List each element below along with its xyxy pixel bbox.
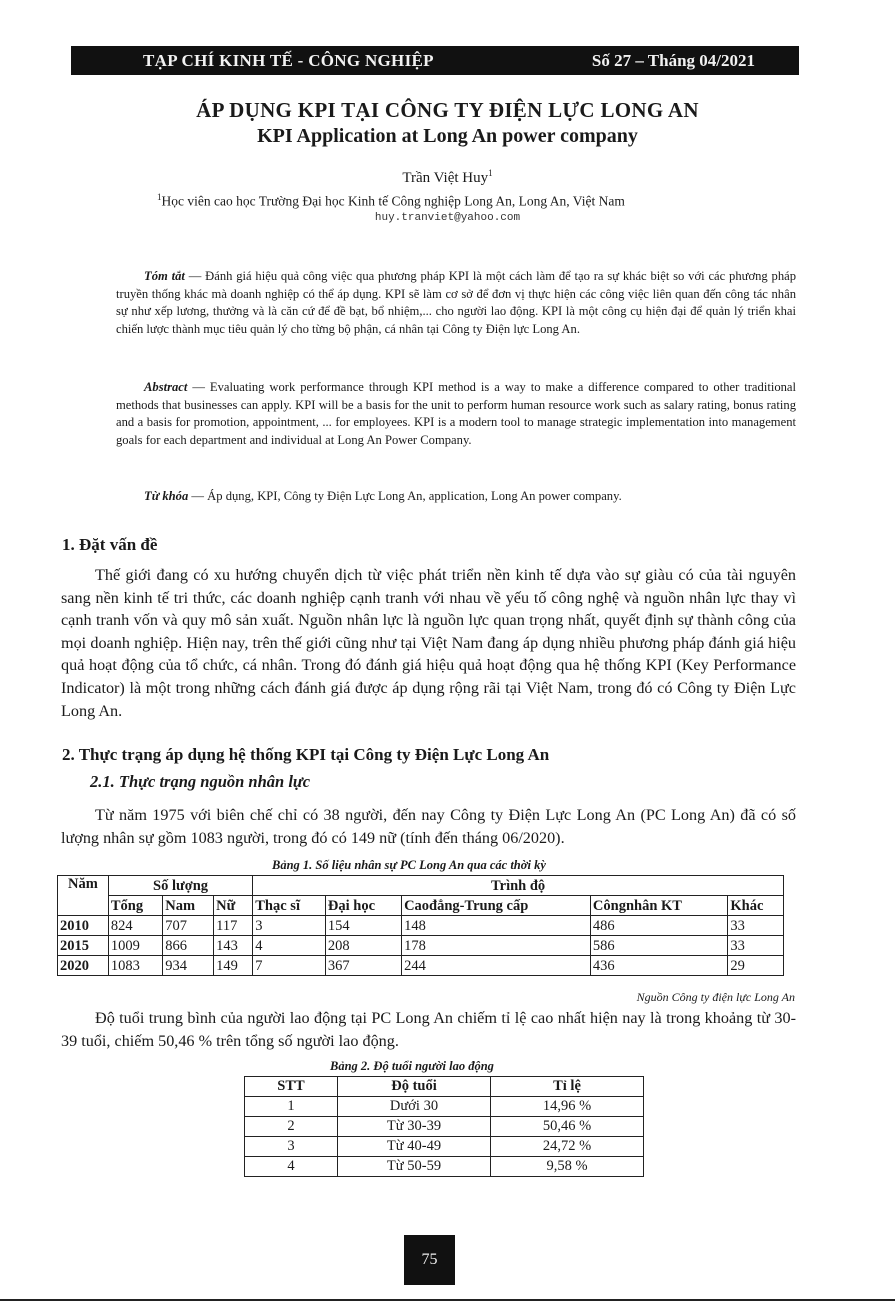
col-header: Thạc sĩ xyxy=(253,896,326,916)
title-english: KPI Application at Long An power company xyxy=(257,125,638,147)
abstract-vi-text: — Đánh giá hiệu quả công việc qua phương pháp KPI là một cách làm để tạo ra sự khác biệt so với các phương pháp truyền thống khác mà doanh nghiệp có thể áp dụng. KPI sẽ làm cơ sở để đơn vị thực hiện các công việc liên quan đến công tác nhân sự như xếp lương, thưởng và là căn cứ để đề bạt, bổ nhiệm,... cho người lao động. KPI là một công cụ hiện đại để quản lý triển khai chiến lược thành mục tiêu quản lý cho từng bộ phận, cá nhân tại Công ty Điện lực Long An. xyxy=(116,269,796,336)
cell: Từ 40-49 xyxy=(338,1137,491,1157)
col-header: STT xyxy=(245,1077,338,1097)
cell: 9,58 % xyxy=(491,1157,644,1177)
header-quantity: Số lượng xyxy=(108,876,252,896)
author-email: huy.tranviet@yahoo.com xyxy=(374,212,521,224)
page-number: 75 xyxy=(404,1235,455,1285)
cell: 143 xyxy=(214,936,253,956)
section-2-paragraph-2: Độ tuổi trung bình của người lao động tại PC Long An chiếm tỉ lệ cao nhất hiện nay là trong khoảng từ 30-39 tuổi, chiếm 50,46 % trên tổng số người lao động. xyxy=(61,1009,796,1050)
cell: 934 xyxy=(163,956,214,976)
abstract-en-text: — Evaluating work performance through KPI method is a way to make a difference compared to other traditional methods that businesses can apply. KPI will be a basis for the unit to perform human resource work such as salary rating, bonus rating and a basis for promotion, appointment, ... for employees. KPI is a modern tool to manage strategic implementation into management goals for each department and individual at Long An Power Company. xyxy=(116,380,796,447)
header-level: Trình độ xyxy=(253,876,784,896)
cell: Dưới 30 xyxy=(338,1097,491,1117)
cell: 486 xyxy=(590,916,727,936)
table-row xyxy=(245,1097,644,1117)
cell-year: 2020 xyxy=(58,956,109,976)
table-2-caption-text: Độ tuổi người lao động xyxy=(370,1059,494,1073)
cell: 436 xyxy=(590,956,727,976)
col-header: Nữ xyxy=(214,896,253,916)
author-sup: 1 xyxy=(488,168,493,178)
table-1-staff xyxy=(57,875,784,976)
col-header: Đại học xyxy=(325,896,401,916)
abstract-en-label: Abstract xyxy=(144,380,188,394)
table-row xyxy=(58,936,784,956)
cell: 1 xyxy=(245,1097,338,1117)
cell: 14,96 % xyxy=(491,1097,644,1117)
cell: 824 xyxy=(108,916,162,936)
section-2-heading: 2. Thực trạng áp dụng hệ thống KPI tại Công ty Điện Lực Long An xyxy=(62,745,550,764)
cell: 117 xyxy=(214,916,253,936)
table-row xyxy=(58,956,784,976)
cell: 29 xyxy=(728,956,784,976)
section-1-heading: 1. Đặt vấn đề xyxy=(62,535,158,554)
table-1-caption xyxy=(272,858,546,873)
author xyxy=(0,168,895,187)
cell: 866 xyxy=(163,936,214,956)
cell-year: 2010 xyxy=(58,916,109,936)
cell: 178 xyxy=(402,936,591,956)
table-1-caption-text: Số liệu nhân sự PC Long An qua các thời kỳ xyxy=(312,858,546,872)
col-header: Tỉ lệ xyxy=(491,1077,644,1097)
col-header: Nam xyxy=(163,896,214,916)
cell: 586 xyxy=(590,936,727,956)
cell: Từ 30-39 xyxy=(338,1117,491,1137)
table-row xyxy=(245,1157,644,1177)
col-header: Tổng xyxy=(108,896,162,916)
affiliation-text: Học viên cao học Trường Đại học Kinh tế Công nghiệp Long An, Long An, Việt Nam xyxy=(161,193,625,209)
table-2-caption-label: Bảng 2. xyxy=(330,1059,371,1073)
cell: 3 xyxy=(245,1137,338,1157)
author-name: Trần Việt Huy xyxy=(402,170,489,186)
abstract-english xyxy=(116,379,796,449)
section-2-1-heading: 2.1. Thực trạng nguồn nhân lực xyxy=(90,772,311,791)
col-header: Khác xyxy=(728,896,784,916)
cell: 24,72 % xyxy=(491,1137,644,1157)
affiliation xyxy=(157,192,625,210)
journal-name: TẠP CHÍ KINH TẾ - CÔNG NGHIỆP xyxy=(143,51,434,70)
cell: 244 xyxy=(402,956,591,976)
cell: 33 xyxy=(728,936,784,956)
keywords-text: — Áp dụng, KPI, Công ty Điện Lực Long An, application, Long An power company. xyxy=(188,489,622,503)
journal-header-bar xyxy=(71,46,799,75)
col-header: Độ tuổi xyxy=(338,1077,491,1097)
cell: 707 xyxy=(163,916,214,936)
cell: Từ 50-59 xyxy=(338,1157,491,1177)
abstract-vietnamese xyxy=(116,268,796,338)
keywords-label: Từ khóa xyxy=(144,489,189,503)
section-1-paragraph: Thế giới đang có xu hướng chuyển dịch từ việc phát triển nền kinh tế dựa vào sự giàu có của tài nguyên sang nền kinh tế tri thức, các doanh nghiệp cạnh tranh với nhau về yếu tố công nghệ và nguồn nhân lực thay vì cạnh tranh vốn và quy mô sản xuất. Nguồn nhân lực là nguồn lực quan trọng nhất, quyết định sự thành công của mọi doanh nghiệp. Hiện nay, trên thế giới cũng như tại Việt Nam đang áp dụng nhiều phương pháp đánh giá hiệu quả hoạt động của tổ chức, cá nhân. Trong đó đánh giá hiệu quả hoạt động qua hệ thống KPI (Key Performance Indicator) là một trong những cách đánh giá được áp dụng rộng rãi tại Việt Nam, trong đó có Công ty Điện Lực Long An. xyxy=(61,566,796,720)
table-row xyxy=(245,1117,644,1137)
cell: 7 xyxy=(253,956,326,976)
section-2-paragraph-1: Từ năm 1975 với biên chế chỉ có 38 người, đến nay Công ty Điện Lực Long An (PC Long An) đã có số lượng nhân sự gồm 1083 người, trong đó có 149 nữ (tính đến tháng 06/2020). xyxy=(61,806,796,847)
cell: 4 xyxy=(253,936,326,956)
keywords xyxy=(116,488,796,506)
table-2-caption xyxy=(330,1059,494,1074)
col-header: Caođẳng-Trung cấp xyxy=(402,896,591,916)
table-1-caption-label: Bảng 1. xyxy=(272,858,313,872)
cell: 2 xyxy=(245,1117,338,1137)
cell: 4 xyxy=(245,1157,338,1177)
table-row xyxy=(58,916,784,936)
cell: 149 xyxy=(214,956,253,976)
cell-year: 2015 xyxy=(58,936,109,956)
affiliation-sup: 1 xyxy=(157,192,162,202)
abstract-vi-label: Tóm tắt xyxy=(144,269,185,283)
header-year: Năm xyxy=(58,876,109,916)
cell: 3 xyxy=(253,916,326,936)
table-1-source: Nguồn Công ty điện lực Long An xyxy=(636,990,795,1004)
cell: 50,46 % xyxy=(491,1117,644,1137)
table-2-age xyxy=(244,1076,644,1177)
cell: 148 xyxy=(402,916,591,936)
cell: 208 xyxy=(325,936,401,956)
cell: 33 xyxy=(728,916,784,936)
table-row xyxy=(245,1137,644,1157)
cell: 367 xyxy=(325,956,401,976)
title-vietnamese: ÁP DỤNG KPI TẠI CÔNG TY ĐIỆN LỰC LONG AN xyxy=(196,98,699,122)
issue-number: Số 27 – Tháng 04/2021 xyxy=(591,51,755,70)
cell: 154 xyxy=(325,916,401,936)
cell: 1083 xyxy=(108,956,162,976)
col-header: Côngnhân KT xyxy=(590,896,727,916)
bottom-rule xyxy=(0,1299,895,1301)
cell: 1009 xyxy=(108,936,162,956)
